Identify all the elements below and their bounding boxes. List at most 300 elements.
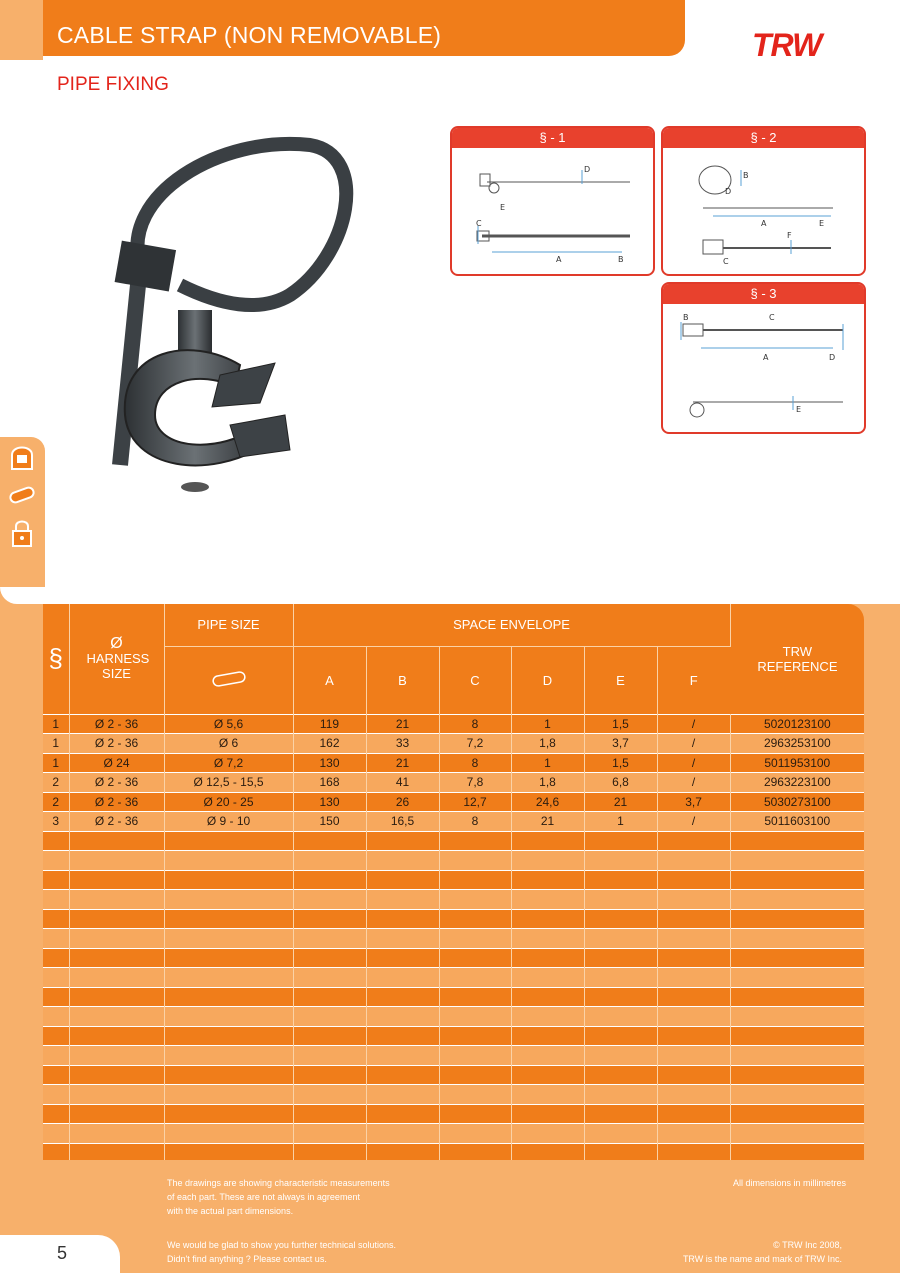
table-cell [730, 968, 864, 988]
table-cell [366, 890, 439, 910]
table-cell [366, 851, 439, 871]
table-cell [657, 987, 730, 1007]
table-cell [293, 987, 366, 1007]
table-cell [657, 870, 730, 890]
table-row-empty [43, 890, 864, 910]
table-cell [366, 831, 439, 851]
table-cell: / [657, 714, 730, 734]
table-cell: 162 [293, 734, 366, 754]
table-row-empty [43, 948, 864, 968]
table-cell [439, 909, 511, 929]
table-cell [293, 1143, 366, 1160]
table-row-empty [43, 929, 864, 949]
table-cell: Ø 2 - 36 [69, 734, 164, 754]
table-cell [657, 1104, 730, 1124]
table-cell [164, 870, 293, 890]
table-row-empty [43, 1026, 864, 1046]
table-cell [511, 987, 584, 1007]
table-cell [43, 1007, 69, 1027]
table-cell [657, 851, 730, 871]
col-b-header: B [366, 646, 439, 714]
table-cell: 1 [511, 753, 584, 773]
table-cell: 1 [511, 714, 584, 734]
table-cell [69, 987, 164, 1007]
table-cell [69, 870, 164, 890]
table-cell [43, 831, 69, 851]
table-cell: 2 [43, 792, 69, 812]
col-f-header: F [689, 672, 698, 688]
page-title: CABLE STRAP (NON REMOVABLE) [57, 22, 442, 48]
table-cell: 21 [366, 714, 439, 734]
table-cell [293, 1046, 366, 1066]
trw-reference-header: TRW REFERENCE [757, 643, 838, 674]
table-cell [439, 870, 511, 890]
header-bar [43, 0, 685, 56]
table-cell [69, 948, 164, 968]
table-cell [511, 968, 584, 988]
table-row-empty [43, 1124, 864, 1144]
table-cell [366, 1007, 439, 1027]
pipe-icon [209, 669, 249, 689]
table-cell [730, 909, 864, 929]
table-cell [730, 1104, 864, 1124]
left-strip [0, 0, 43, 60]
table-cell [43, 870, 69, 890]
table-cell [69, 1026, 164, 1046]
diagram-label: § - 1 [452, 128, 653, 148]
table-cell [164, 1104, 293, 1124]
table-cell [657, 968, 730, 988]
table-cell [69, 929, 164, 949]
table-cell: 130 [293, 753, 366, 773]
table-cell [584, 1143, 657, 1160]
table-cell [69, 890, 164, 910]
col-a-header: A [293, 646, 366, 714]
table-cell [69, 831, 164, 851]
table-cell [730, 1065, 864, 1085]
harness-size-header: Ø HARNESS SIZE [69, 604, 164, 714]
table-cell [439, 948, 511, 968]
table-cell [293, 1104, 366, 1124]
table-cell [366, 1046, 439, 1066]
table-cell [511, 851, 584, 871]
table-cell [730, 1124, 864, 1144]
table-cell: Ø 12,5 - 15,5 [164, 773, 293, 793]
table-cell: 1,8 [511, 773, 584, 793]
table-cell [439, 987, 511, 1007]
table-cell: / [657, 812, 730, 832]
diagram-drawing [452, 148, 653, 274]
table-cell [366, 1104, 439, 1124]
pipe-icon-cell [164, 646, 293, 714]
table-cell [511, 1007, 584, 1027]
table-cell [164, 948, 293, 968]
product-table [43, 604, 864, 1160]
table-cell [293, 831, 366, 851]
dim-label: B [683, 313, 689, 322]
table-cell [439, 968, 511, 988]
table-cell [293, 1065, 366, 1085]
table-cell [730, 948, 864, 968]
diagram-section-3 [661, 282, 866, 434]
diagram-label: § - 2 [663, 128, 864, 148]
table-cell [657, 831, 730, 851]
table-cell [69, 968, 164, 988]
table-cell [730, 870, 864, 890]
contact-note: We would be glad to show you further technical solutions. Didn't find anything ? Please contact us. [167, 1240, 396, 1264]
table-cell [43, 1046, 69, 1066]
page-subtitle: PIPE FIXING [57, 74, 169, 95]
table-cell [584, 831, 657, 851]
table-cell [730, 851, 864, 871]
table-cell [43, 1143, 69, 1160]
table-cell [511, 1046, 584, 1066]
table-cell: 1 [43, 714, 69, 734]
table-row-empty [43, 851, 864, 871]
table-cell: Ø 20 - 25 [164, 792, 293, 812]
table-row-empty [43, 987, 864, 1007]
table-cell: 3,7 [657, 792, 730, 812]
table-cell [69, 1124, 164, 1144]
table-cell [511, 929, 584, 949]
table-cell [43, 948, 69, 968]
table-cell: 24,6 [511, 792, 584, 812]
table-cell [164, 851, 293, 871]
table-cell [43, 890, 69, 910]
table-cell [69, 1007, 164, 1027]
table-cell [511, 909, 584, 929]
table-cell: / [657, 734, 730, 754]
table-cell: Ø 2 - 36 [69, 792, 164, 812]
pipe-icon [6, 479, 38, 511]
table-cell [439, 1143, 511, 1160]
table-cell [293, 890, 366, 910]
table-cell [511, 948, 584, 968]
table-cell [293, 1026, 366, 1046]
table-row [43, 812, 864, 832]
table-cell: 5030273100 [730, 792, 864, 812]
table-cell [439, 1085, 511, 1105]
table-cell [584, 890, 657, 910]
dim-label: A [761, 219, 767, 228]
table-row-empty [43, 1065, 864, 1085]
table-cell [584, 851, 657, 871]
table-cell [657, 1124, 730, 1144]
dim-label: D [829, 353, 836, 362]
table-cell: 33 [366, 734, 439, 754]
table-cell: 12,7 [439, 792, 511, 812]
table-cell: 16,5 [366, 812, 439, 832]
brand-logo: TRW [752, 27, 822, 63]
table-cell [293, 1085, 366, 1105]
table-cell [69, 1065, 164, 1085]
section-header: § [43, 604, 69, 714]
table-cell: 8 [439, 753, 511, 773]
lock-icon [6, 517, 38, 549]
table-cell: / [657, 753, 730, 773]
drawing-disclaimer: The drawings are showing characteristic measurements of each part. These are not always in agreement with the actual part dimensions. [167, 1178, 390, 1216]
table-cell [511, 1065, 584, 1085]
table-cell [584, 909, 657, 929]
table-cell: 119 [293, 714, 366, 734]
table-cell [584, 1046, 657, 1066]
table-cell [584, 870, 657, 890]
table-cell: 21 [366, 753, 439, 773]
table-row [43, 734, 864, 754]
table-cell [366, 948, 439, 968]
table-cell [164, 831, 293, 851]
table-cell [584, 948, 657, 968]
table-cell [511, 1124, 584, 1144]
table-cell: 1 [43, 734, 69, 754]
table-cell [584, 1026, 657, 1046]
cable-strap-photo [100, 135, 400, 495]
table-cell [657, 1143, 730, 1160]
table-row [43, 753, 864, 773]
table-cell [293, 968, 366, 988]
table-cell: 8 [439, 714, 511, 734]
table-row-empty [43, 1046, 864, 1066]
page-number: 5 [57, 1243, 68, 1263]
dim-label: C [476, 219, 482, 228]
col-e-header: E [584, 646, 657, 714]
table-cell: 41 [366, 773, 439, 793]
table-cell: 1,5 [584, 753, 657, 773]
table-cell [164, 968, 293, 988]
table-cell [439, 1026, 511, 1046]
table-cell [164, 1085, 293, 1105]
table-cell [511, 890, 584, 910]
units-note: All dimensions in millimetres [733, 1178, 847, 1188]
table-cell [657, 1046, 730, 1066]
table-cell [43, 1026, 69, 1046]
table-cell: 21 [584, 792, 657, 812]
table-cell [43, 987, 69, 1007]
table-cell [657, 929, 730, 949]
pipe-size-header: PIPE SIZE [164, 604, 293, 646]
table-cell [657, 909, 730, 929]
table-cell: 21 [511, 812, 584, 832]
table-cell [511, 1143, 584, 1160]
table-cell: 7,2 [439, 734, 511, 754]
table-cell: Ø 9 - 10 [164, 812, 293, 832]
table-cell [164, 1065, 293, 1085]
table-cell [164, 1007, 293, 1027]
table-cell [164, 890, 293, 910]
table-cell [511, 1104, 584, 1124]
table-cell: Ø 6 [164, 734, 293, 754]
dim-label: D [584, 165, 591, 174]
table-cell [730, 987, 864, 1007]
table-cell [293, 851, 366, 871]
table-cell [511, 831, 584, 851]
dim-label: E [500, 203, 506, 212]
table-cell [366, 909, 439, 929]
table-cell [439, 1124, 511, 1144]
table-row-empty [43, 909, 864, 929]
table-cell [657, 890, 730, 910]
table-cell [439, 1104, 511, 1124]
section-divider [0, 587, 900, 604]
table-cell: 168 [293, 773, 366, 793]
table-cell [730, 1085, 864, 1105]
table-cell [69, 1143, 164, 1160]
table-row-empty [43, 1007, 864, 1027]
table-cell: 1 [584, 812, 657, 832]
table-cell [43, 1104, 69, 1124]
table-cell [584, 929, 657, 949]
dim-label: E [796, 405, 802, 414]
table-cell [584, 1085, 657, 1105]
table-cell [293, 948, 366, 968]
table-cell [43, 929, 69, 949]
dim-label: A [556, 255, 562, 264]
table-cell: 7,8 [439, 773, 511, 793]
table-cell [366, 1124, 439, 1144]
table-cell [164, 1046, 293, 1066]
table-cell [366, 1026, 439, 1046]
table-cell [293, 929, 366, 949]
table-row-empty [43, 968, 864, 988]
table-row [43, 773, 864, 793]
table-cell [657, 1065, 730, 1085]
table-row [43, 792, 864, 812]
table-cell [657, 1026, 730, 1046]
space-envelope-header: SPACE ENVELOPE [293, 604, 730, 646]
table-cell: 2963253100 [730, 734, 864, 754]
table-cell [584, 1065, 657, 1085]
col-c-header: C [439, 646, 511, 714]
table-cell [43, 968, 69, 988]
table-cell: Ø 2 - 36 [69, 773, 164, 793]
diagram-drawing [663, 148, 864, 274]
table-cell [657, 1007, 730, 1027]
table-row [43, 714, 864, 734]
table-cell [439, 1065, 511, 1085]
table-cell [730, 1046, 864, 1066]
table-cell [439, 1007, 511, 1027]
table-cell [164, 1026, 293, 1046]
diagram-drawing [663, 304, 864, 432]
table-cell: / [657, 773, 730, 793]
diagram-section-1 [450, 126, 655, 276]
dim-label: B [743, 171, 749, 180]
table-cell [366, 968, 439, 988]
table-cell [366, 929, 439, 949]
table-cell [366, 1143, 439, 1160]
table-cell [657, 1085, 730, 1105]
table-cell [164, 909, 293, 929]
table-cell: 26 [366, 792, 439, 812]
table-cell: 6,8 [584, 773, 657, 793]
table-row-empty [43, 1085, 864, 1105]
diagram-label: § - 3 [663, 284, 864, 304]
table-cell [293, 1007, 366, 1027]
table-cell [366, 1085, 439, 1105]
table-cell [730, 1143, 864, 1160]
table-cell: 8 [439, 812, 511, 832]
table-cell [69, 909, 164, 929]
table-cell: Ø 2 - 36 [69, 714, 164, 734]
table-row-empty [43, 1104, 864, 1124]
table-cell: 1,5 [584, 714, 657, 734]
harness-clip-icon [6, 441, 38, 473]
table-cell: 150 [293, 812, 366, 832]
table-cell [584, 1124, 657, 1144]
table-row-empty [43, 831, 864, 851]
table-cell [366, 1065, 439, 1085]
table-cell: 5011953100 [730, 753, 864, 773]
table-cell: 1,8 [511, 734, 584, 754]
dim-label: C [769, 313, 775, 322]
table-cell [511, 870, 584, 890]
table-cell [164, 1143, 293, 1160]
table-cell [439, 1046, 511, 1066]
table-cell: Ø 2 - 36 [69, 812, 164, 832]
dim-label: E [819, 219, 825, 228]
table-cell [69, 1085, 164, 1105]
table-cell [69, 1104, 164, 1124]
table-cell [293, 909, 366, 929]
table-cell [439, 831, 511, 851]
table-cell [164, 987, 293, 1007]
table-cell [730, 831, 864, 851]
table-cell [584, 1104, 657, 1124]
table-cell: 1 [43, 753, 69, 773]
side-icon-strip [0, 437, 45, 587]
table-cell [293, 870, 366, 890]
table-cell [730, 890, 864, 910]
table-cell [69, 851, 164, 871]
table-cell [730, 1007, 864, 1027]
table-cell [584, 987, 657, 1007]
table-cell [43, 909, 69, 929]
table-cell [439, 851, 511, 871]
table-cell: Ø 5,6 [164, 714, 293, 734]
table-cell [730, 929, 864, 949]
table-row-empty [43, 1143, 864, 1160]
table-cell [511, 1026, 584, 1046]
table-cell [511, 1085, 584, 1105]
table-cell: 130 [293, 792, 366, 812]
table-cell [439, 890, 511, 910]
table-cell: Ø 7,2 [164, 753, 293, 773]
dim-label: D [725, 187, 732, 196]
table-cell: 3 [43, 812, 69, 832]
table-cell [164, 1124, 293, 1144]
dim-label: A [763, 353, 769, 362]
table-cell [293, 1124, 366, 1144]
table-cell [439, 929, 511, 949]
table-cell: Ø 24 [69, 753, 164, 773]
table-cell [584, 1007, 657, 1027]
table-cell: 5011603100 [730, 812, 864, 832]
table-cell [164, 929, 293, 949]
col-d-header: D [511, 646, 584, 714]
table-cell [43, 1085, 69, 1105]
copyright-note: © TRW Inc 2008, TRW is the name and mark of TRW Inc. [682, 1240, 842, 1264]
table-row-empty [43, 870, 864, 890]
table-cell [43, 1124, 69, 1144]
table-cell [584, 968, 657, 988]
table-cell [366, 870, 439, 890]
table-cell [366, 987, 439, 1007]
table-cell [43, 851, 69, 871]
table-cell [69, 1046, 164, 1066]
table-cell [43, 1065, 69, 1085]
table-cell [657, 948, 730, 968]
table-cell: 5020123100 [730, 714, 864, 734]
